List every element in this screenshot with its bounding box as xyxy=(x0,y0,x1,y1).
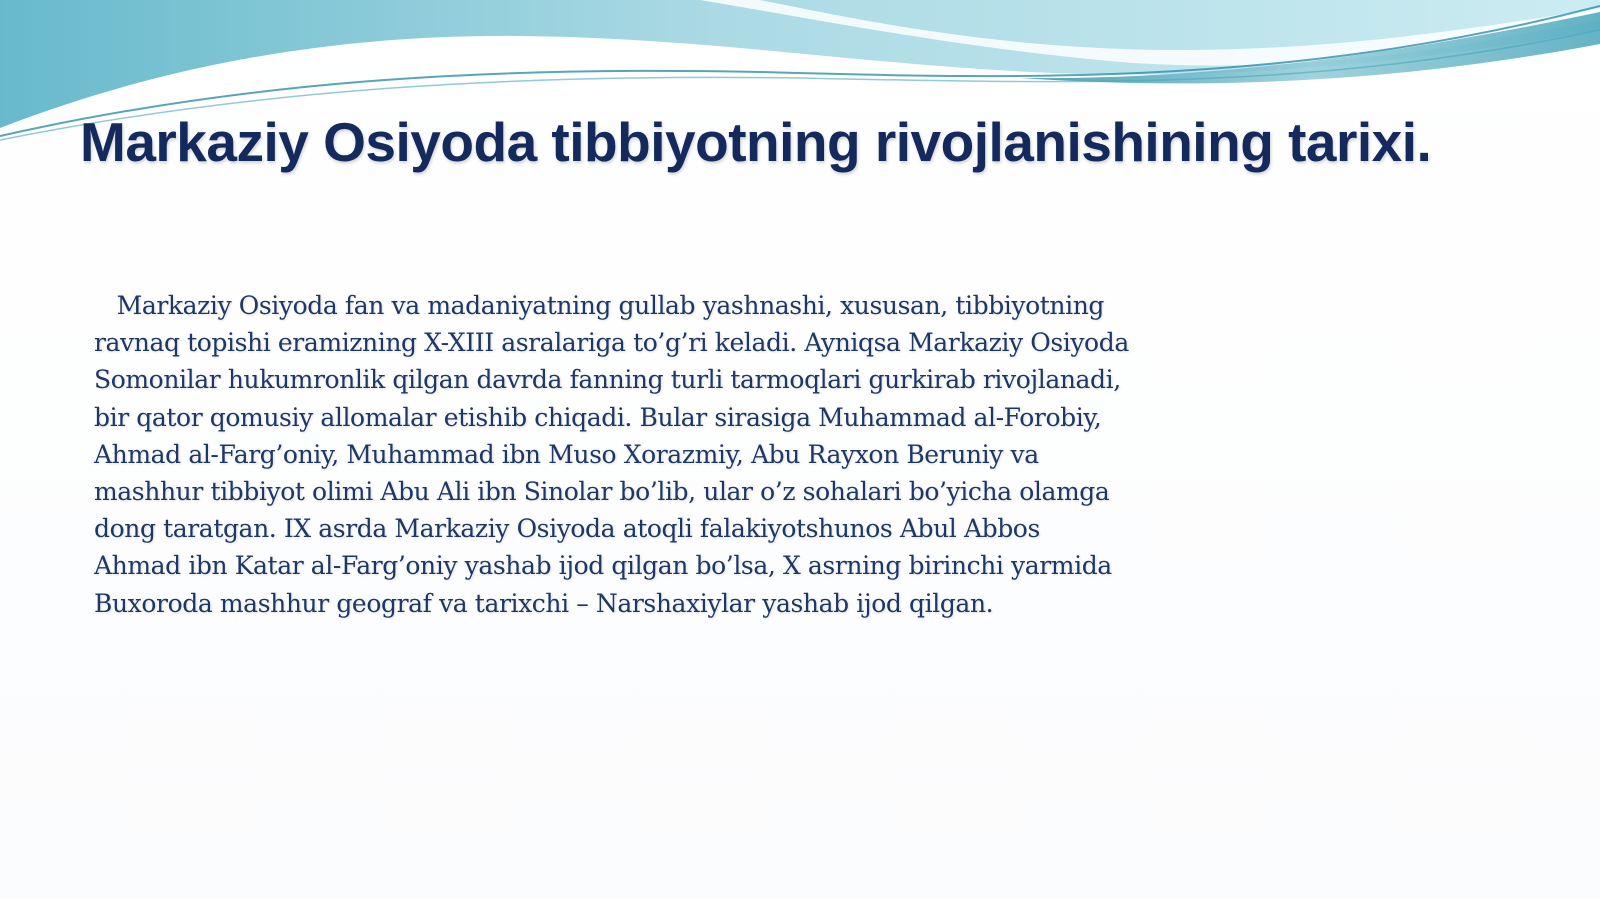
body-paragraph xyxy=(94,287,1174,622)
body-line: Ahmad al-Farg’oniy, Muhammad ibn Muso Xorazmiy, Abu Rayxon Beruniy va xyxy=(94,439,1039,469)
body-line: mashhur tibbiyot olimi Abu Ali ibn Sinolar bo’lib, ular o’z sohalari bo’yicha olamga xyxy=(94,477,1110,507)
body-line: bir qator qomusiy allomalar etishib chiqadi. Bular sirasiga Muhammad al-Forobiy, xyxy=(94,402,1102,432)
body-line: Buxoroda mashhur geograf va tarixchi – Narshaxiylar yashab ijod qilgan. xyxy=(94,588,994,618)
body-line: Markaziy Osiyoda fan va madaniyatning gullab yashnashi, xususan, tibbiyotning xyxy=(94,291,1105,320)
body-line: dong taratgan. IX asrda Markaziy Osiyoda atoqli falakiyotshunos Abul Abbos xyxy=(94,514,1040,544)
body-line: ravnaq topishi eramizning X-XIII asralariga to’g’ri keladi. Ayniqsa Markaziy Osiyoda xyxy=(94,328,1129,358)
body-line: Somonilar hukumronlik qilgan davrda fanning turli tarmoqlari gurkirab rivojlanadi, xyxy=(94,365,1121,395)
body-line: Ahmad ibn Katar al-Farg’oniy yashab ijod qilgan bo’lsa, X asrning birinchi yarmida xyxy=(94,551,1112,581)
slide-title: Markaziy Osiyoda tibbiyotning rivojlanishining tarixi. xyxy=(80,111,1432,173)
